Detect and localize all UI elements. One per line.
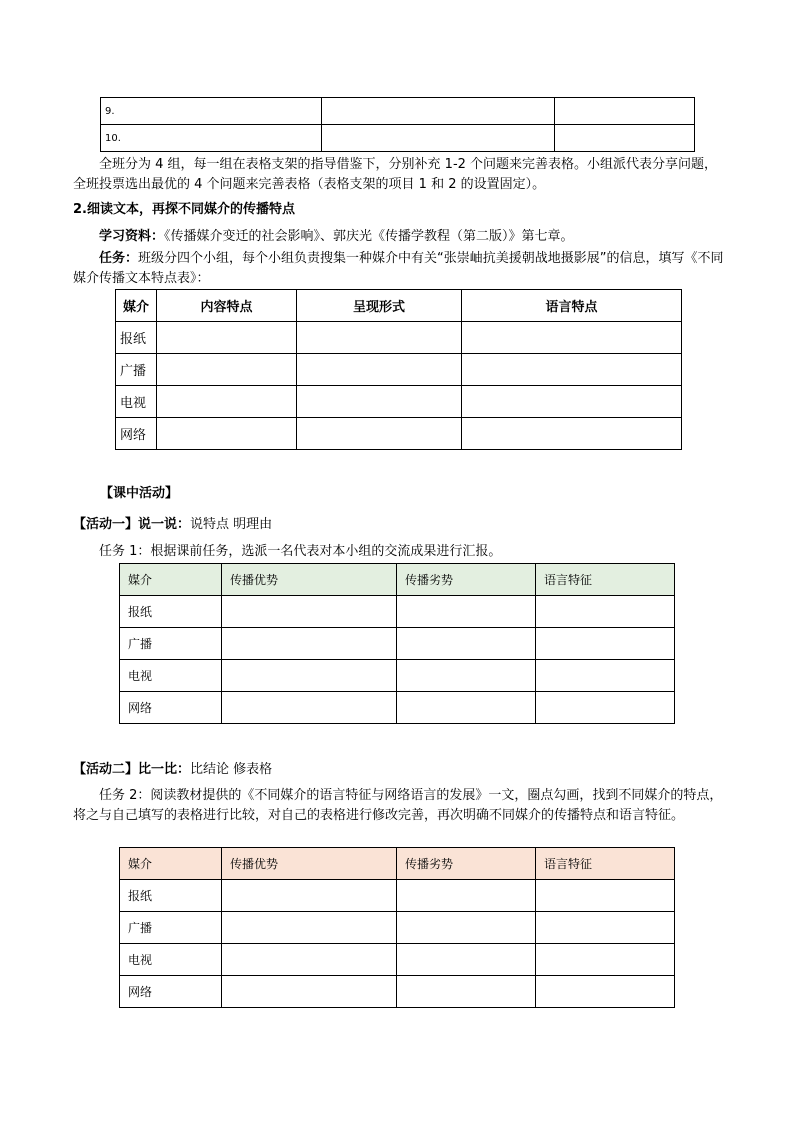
media-cell: 报纸	[120, 880, 222, 912]
task-instruction	[73, 249, 729, 289]
task-one-instruction: 任务 1：根据课前任务，选派一名代表对本小组的交流成果进行汇报。	[99, 544, 502, 559]
column-header: 传播优势	[222, 564, 397, 596]
materials-label: 学习资料：	[99, 229, 165, 244]
activity-one-text: 说特点 明理由	[190, 517, 273, 532]
task-text: 班级分四个小组，每个小组负责搜集一种媒介中有关“张崇岫抗美援朝战地摄影展”的信息，填写《不同媒介传播文本特点表》：	[73, 251, 724, 286]
media-cell: 电视	[120, 944, 222, 976]
activity-two-heading	[73, 760, 729, 780]
column-header: 内容特点	[157, 290, 297, 322]
activity-two-table	[119, 847, 675, 1008]
table-row	[101, 125, 695, 152]
activity-two-text: 比结论 修表格	[190, 762, 273, 777]
table-header-row	[116, 290, 682, 322]
table-row	[116, 418, 682, 450]
activity-two-label: 【活动二】比一比：	[73, 762, 191, 777]
materials-text: 《传播媒介变迁的社会影响》、郭庆光《传播学教程（第二版）》第七章。	[164, 229, 574, 244]
table-row	[120, 944, 675, 976]
column-header: 语言特点	[462, 290, 682, 322]
task-label: 任务：	[99, 251, 139, 266]
media-cell: 报纸	[120, 596, 222, 628]
row-number: 9.	[101, 98, 322, 125]
column-header: 媒介	[116, 290, 157, 322]
table-row	[120, 880, 675, 912]
table-row	[120, 628, 675, 660]
table-header-row	[120, 848, 675, 880]
table-row	[120, 692, 675, 724]
media-cell: 广播	[120, 628, 222, 660]
table-row	[116, 354, 682, 386]
column-header: 传播劣势	[397, 848, 536, 880]
media-text-features-table	[115, 289, 682, 450]
section-heading: 2.细读文本，再探不同媒介的传播特点	[73, 202, 295, 217]
table-row	[120, 976, 675, 1008]
column-header: 语言特征	[536, 848, 675, 880]
activity-one-label: 【活动一】说一说：	[73, 517, 191, 532]
row-number: 10.	[101, 125, 322, 152]
activity-one-table	[119, 563, 675, 724]
media-cell: 网络	[120, 976, 222, 1008]
media-cell: 广播	[116, 354, 157, 386]
table-row	[116, 386, 682, 418]
in-class-heading: 【课中活动】	[100, 486, 179, 501]
column-header: 呈现形式	[297, 290, 462, 322]
question-table-continuation	[100, 97, 695, 152]
study-materials	[73, 227, 729, 247]
table-row	[101, 98, 695, 125]
column-header: 媒介	[120, 848, 222, 880]
column-header: 传播劣势	[397, 564, 536, 596]
table-row	[120, 660, 675, 692]
media-cell: 广播	[120, 912, 222, 944]
media-cell: 电视	[120, 660, 222, 692]
column-header: 媒介	[120, 564, 222, 596]
grouping-instruction: 全班分为 4 组，每一组在表格支架的指导借鉴下，分别补充 1-2 个问题来完善表格。小组派代表分享问题，全班投票选出最优的 4 个问题来完善表格（表格支架的项目 1 和 2 的设置固定）。	[73, 157, 718, 192]
activity-one-heading	[73, 515, 729, 535]
media-cell: 电视	[116, 386, 157, 418]
table-row	[116, 322, 682, 354]
table-row	[120, 596, 675, 628]
column-header: 语言特征	[536, 564, 675, 596]
media-cell: 网络	[120, 692, 222, 724]
task-two-instruction: 任务 2：阅读教材提供的《不同媒介的语言特征与网络语言的发展》一文，圈点勾画，找到不同媒介的特点，将之与自己填写的表格进行比较，对自己的表格进行修改完善，再次明确不同媒介的传播特点和语言特征。	[73, 788, 723, 823]
media-cell: 报纸	[116, 322, 157, 354]
table-row	[120, 912, 675, 944]
column-header: 传播优势	[222, 848, 397, 880]
media-cell: 网络	[116, 418, 157, 450]
table-header-row	[120, 564, 675, 596]
